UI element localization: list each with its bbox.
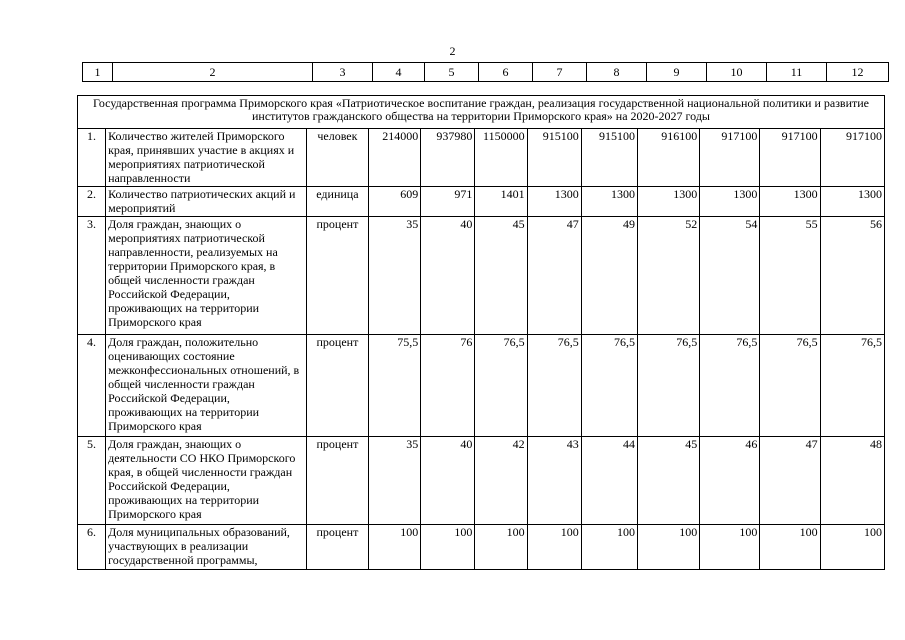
row-value: 100 — [820, 525, 884, 570]
row-value: 100 — [637, 525, 699, 570]
row-value: 45 — [475, 217, 527, 335]
row-unit: процент — [306, 217, 368, 335]
row-value: 1300 — [760, 187, 820, 217]
table-row — [78, 335, 885, 437]
table-row — [78, 525, 885, 570]
row-name: Количество патриотических акций и мероприятий — [106, 187, 307, 217]
row-value: 915100 — [581, 129, 637, 187]
row-value: 35 — [369, 217, 421, 335]
row-value: 43 — [527, 437, 581, 525]
col-header-7: 7 — [533, 63, 587, 82]
row-value: 937980 — [421, 129, 475, 187]
page-number: 2 — [449, 44, 456, 58]
col-header-5: 5 — [425, 63, 479, 82]
col-header-10: 10 — [707, 63, 767, 82]
row-name: Количество жителей Приморского края, принявших участие в акциях и мероприятиях патриотической направленности — [106, 129, 307, 187]
row-value: 47 — [760, 437, 820, 525]
row-value: 100 — [369, 525, 421, 570]
row-value: 48 — [820, 437, 884, 525]
row-value: 1401 — [475, 187, 527, 217]
row-value: 42 — [475, 437, 527, 525]
table-row — [78, 129, 885, 187]
row-value: 56 — [820, 217, 884, 335]
row-value: 44 — [581, 437, 637, 525]
row-value: 1300 — [820, 187, 884, 217]
row-unit: процент — [306, 437, 368, 525]
row-value: 76,5 — [581, 335, 637, 437]
row-unit: процент — [306, 335, 368, 437]
col-header-9: 9 — [647, 63, 707, 82]
row-value: 214000 — [369, 129, 421, 187]
row-unit: человек — [306, 129, 368, 187]
row-value: 1300 — [637, 187, 699, 217]
row-value: 100 — [760, 525, 820, 570]
row-value: 100 — [527, 525, 581, 570]
row-index: 5. — [78, 437, 106, 525]
row-value: 76,5 — [527, 335, 581, 437]
row-value: 47 — [527, 217, 581, 335]
row-name: Доля муниципальных образований, участвующих в реализации государственной программы, — [106, 525, 307, 570]
row-value: 1150000 — [475, 129, 527, 187]
row-value: 55 — [760, 217, 820, 335]
row-value: 100 — [475, 525, 527, 570]
row-name: Доля граждан, знающих о деятельности СО НКО Приморского края, в общей численности граждан Российской Федерации, проживающих на территории Приморского края — [106, 437, 307, 525]
col-header-3: 3 — [313, 63, 373, 82]
col-header-12: 12 — [827, 63, 889, 82]
row-value: 49 — [581, 217, 637, 335]
row-value: 100 — [421, 525, 475, 570]
row-value: 915100 — [527, 129, 581, 187]
row-value: 76,5 — [820, 335, 884, 437]
col-header-6: 6 — [479, 63, 533, 82]
row-value: 76,5 — [760, 335, 820, 437]
row-value: 1300 — [581, 187, 637, 217]
column-number-header — [82, 62, 889, 82]
row-index: 2. — [78, 187, 106, 217]
row-name: Доля граждан, положительно оценивающих состояние межконфессиональных отношений, в общей численности граждан Российской Федерации, проживающих на территории Приморского края — [106, 335, 307, 437]
row-value: 100 — [581, 525, 637, 570]
row-value: 917100 — [700, 129, 760, 187]
row-value: 76,5 — [637, 335, 699, 437]
row-value: 1300 — [700, 187, 760, 217]
col-header-8: 8 — [587, 63, 647, 82]
row-value: 40 — [421, 437, 475, 525]
table-row — [78, 217, 885, 335]
col-header-1: 1 — [83, 63, 113, 82]
table-row — [78, 187, 885, 217]
program-title: Государственная программа Приморского края «Патриотическое воспитание граждан, реализация государственной национальной политики и развитие институтов гражданского общества на территории Приморского края» на 2020-2027 годы — [78, 96, 885, 129]
row-index: 6. — [78, 525, 106, 570]
row-unit: единица — [306, 187, 368, 217]
row-value: 916100 — [637, 129, 699, 187]
row-value: 54 — [700, 217, 760, 335]
row-value: 917100 — [820, 129, 884, 187]
row-value: 1300 — [527, 187, 581, 217]
row-value: 76,5 — [700, 335, 760, 437]
row-value: 609 — [369, 187, 421, 217]
row-value: 75,5 — [369, 335, 421, 437]
indicators-table — [77, 95, 885, 570]
col-header-2: 2 — [113, 63, 313, 82]
row-value: 52 — [637, 217, 699, 335]
row-value: 917100 — [760, 129, 820, 187]
row-index: 3. — [78, 217, 106, 335]
row-unit: процент — [306, 525, 368, 570]
row-value: 100 — [700, 525, 760, 570]
row-value: 76 — [421, 335, 475, 437]
col-header-11: 11 — [767, 63, 827, 82]
table-row — [78, 437, 885, 525]
row-value: 35 — [369, 437, 421, 525]
row-value: 45 — [637, 437, 699, 525]
col-header-4: 4 — [373, 63, 425, 82]
row-value: 971 — [421, 187, 475, 217]
row-value: 46 — [700, 437, 760, 525]
row-index: 4. — [78, 335, 106, 437]
row-index: 1. — [78, 129, 106, 187]
row-value: 40 — [421, 217, 475, 335]
row-value: 76,5 — [475, 335, 527, 437]
row-name: Доля граждан, знающих о мероприятиях патриотической направленности, реализуемых на территории Приморского края, в общей численности граждан Российской Федерации, проживающих на территории Приморского края — [106, 217, 307, 335]
